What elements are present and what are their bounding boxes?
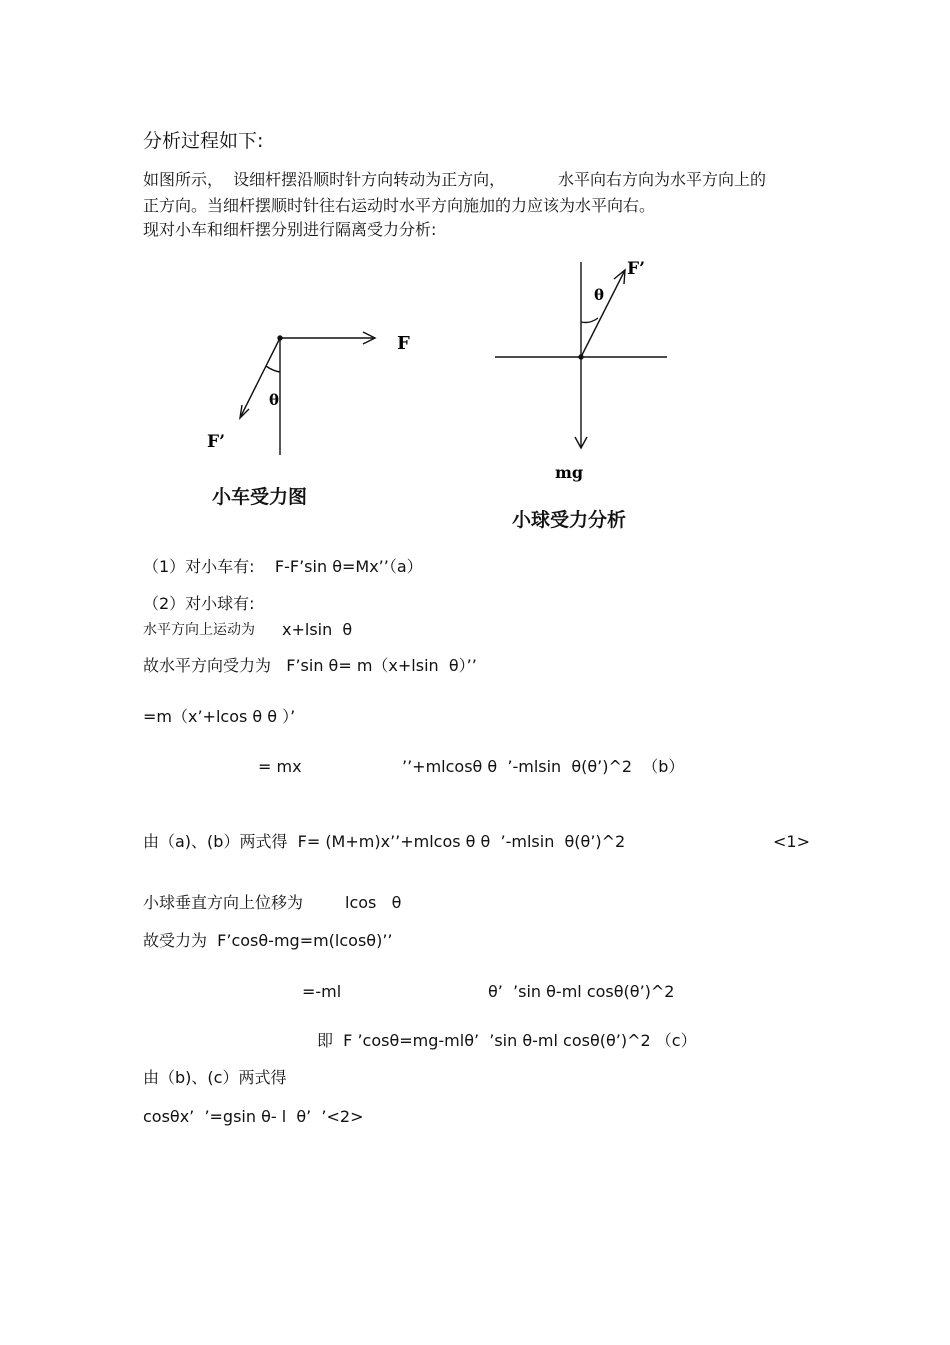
equation-step-3b: θ’ ’sin θ-ml cosθ(θ’)^2 — [488, 982, 675, 1001]
cart-label-F: F — [397, 333, 410, 354]
equation-step-2b: ’’+mlcosθ θ ’-mlsin θ(θ’)^2 （b） — [402, 757, 685, 776]
cart-label-theta: θ — [269, 391, 280, 409]
equation-c: 即 F ’cosθ=mg-mlθ’ ’sin θ-ml cosθ(θ’)^2 （c） — [317, 1031, 697, 1050]
intro-line-2: 正方向。当细杆摆顺时针往右运动时水平方向施加的力应该为水平向右。 — [143, 196, 656, 215]
intro-line-1b: 水平向右方向为水平方向上的 — [558, 170, 767, 189]
intro-line-1a: 如图所示， 设细杆摆沿顺时针方向转动为正方向， — [143, 170, 506, 189]
equation-horizontal-force: 故水平方向受力为 F’sin θ= m（x+lsin θ）’’ — [143, 656, 477, 675]
equation-tag-1: <1> — [773, 832, 810, 851]
equation-step-2a: = mx — [258, 757, 302, 776]
horizontal-motion-desc: 水平方向上运动为 — [143, 622, 255, 638]
equation-cart: （1）对小车有: F-F’sin θ=Mx’’（a） — [143, 557, 423, 576]
equation-combine-label: 由（b)、(c）两式得 — [143, 1068, 287, 1087]
cart-angle-arc — [266, 366, 280, 372]
ball-angle-arc — [581, 318, 598, 323]
ball-label-mg: mg — [555, 463, 584, 482]
equation-result-1: 由（a)、(b）两式得 F= (M+m)x’’+mlcos θ θ ’-mlsin θ(θ’)^2 — [143, 832, 626, 851]
equation-result-2: cosθx’ ’=gsin θ- l θ’ ’<2> — [143, 1107, 364, 1126]
ball-force-Fprime-arrow — [581, 270, 625, 357]
ball-label-Fprime: F’ — [627, 259, 645, 279]
cart-force-diagram — [240, 332, 375, 455]
cart-diagram-caption: 小车受力图 — [212, 486, 308, 508]
equation-vertical-force: 故受力为 F’cosθ-mg=m(lcosθ)’’ — [143, 931, 393, 950]
ball-force-diagram — [495, 262, 667, 448]
section-heading: 分析过程如下: — [143, 130, 264, 152]
equation-ball-label: （2）对小球有: — [143, 594, 255, 613]
cart-label-Fprime: F’ — [207, 432, 225, 452]
horizontal-motion-value: x+lsin θ — [282, 620, 353, 639]
ball-diagram-caption: 小球受力分析 — [512, 509, 627, 531]
vertical-displacement-desc: 小球垂直方向上位移为 — [143, 893, 304, 912]
intro-line-3: 现对小车和细杆摆分别进行隔离受力分析: — [143, 220, 437, 239]
equation-step-3a: =-ml — [302, 982, 342, 1001]
force-diagrams — [0, 0, 950, 560]
ball-label-theta: θ — [594, 286, 605, 304]
vertical-displacement-value: lcos θ — [345, 893, 402, 912]
equation-step-1: =m（x’+lcos θ θ ）’ — [143, 707, 296, 726]
